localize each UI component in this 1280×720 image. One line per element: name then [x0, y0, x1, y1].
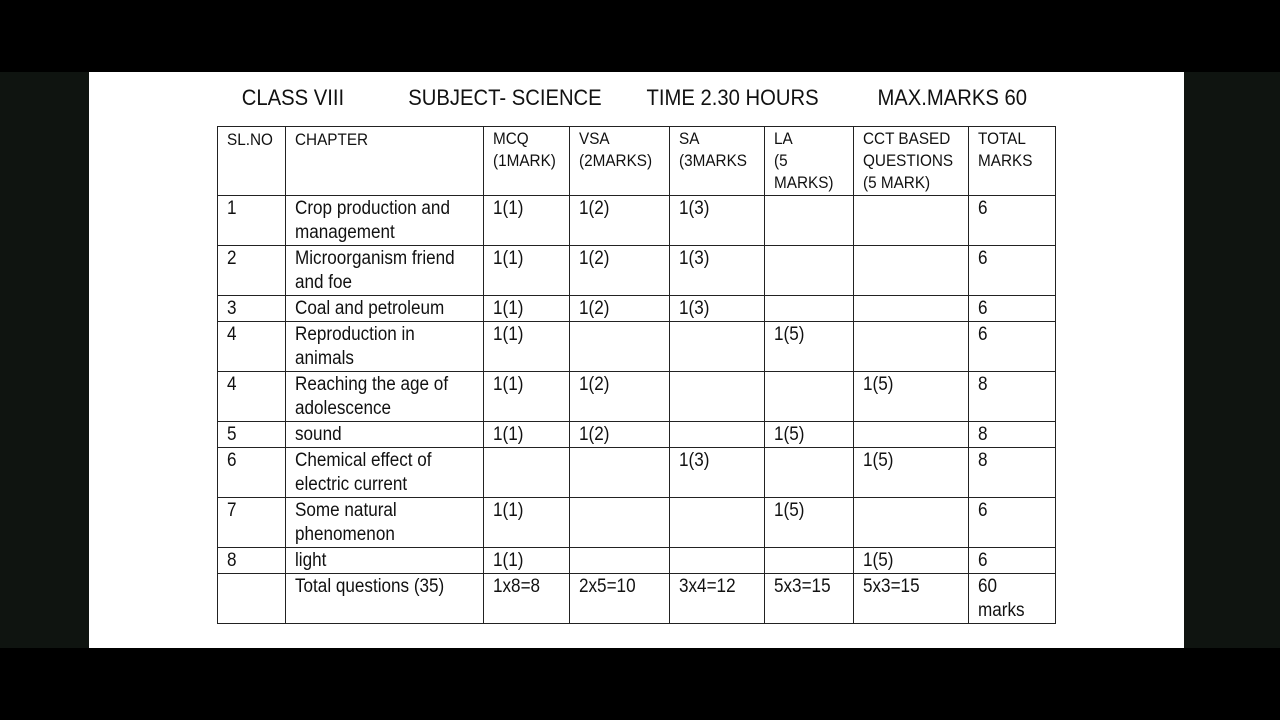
table-cell: [969, 246, 1056, 296]
cell-text: 6: [978, 550, 988, 571]
table-cell: [286, 246, 484, 296]
cell-text: 1x8=8: [493, 576, 541, 597]
cell-text: 1(1): [493, 324, 524, 345]
right-border: [1184, 72, 1280, 648]
table-cell: [765, 296, 854, 322]
cell-text: 5x3=15: [863, 576, 920, 597]
table-cell: [218, 372, 286, 422]
table-cell: [484, 548, 570, 574]
column-header: [765, 127, 854, 196]
table-cell: [854, 196, 969, 246]
cell-text: 6: [978, 198, 988, 219]
table-cell: [286, 196, 484, 246]
table-cell: [765, 196, 854, 246]
column-header-text: TOTAL MARKS: [978, 129, 1033, 170]
blueprint-table: [217, 126, 1056, 624]
table-cell: [570, 296, 670, 322]
cell-text: 1(5): [863, 550, 894, 571]
table-cell: [670, 448, 765, 498]
cell-text: 1(5): [863, 450, 894, 471]
table-cell: [969, 498, 1056, 548]
table-cell: [670, 548, 765, 574]
table-cell: [570, 372, 670, 422]
table-cell: [765, 422, 854, 448]
cell-text: Coal and petroleum: [295, 298, 445, 319]
table-cell: [286, 574, 484, 624]
cell-text: 2: [227, 248, 237, 269]
max-marks-label: MAX.MARKS 60: [877, 85, 1028, 110]
table-cell: [854, 548, 969, 574]
table-cell: [570, 246, 670, 296]
table-cell: [670, 574, 765, 624]
table-cell: [854, 448, 969, 498]
table-cell: [969, 548, 1056, 574]
column-header: [969, 127, 1056, 196]
table-cell: [765, 548, 854, 574]
table-cell: [218, 574, 286, 624]
column-header: [570, 127, 670, 196]
table-cell: [570, 322, 670, 372]
table-cell: [286, 322, 484, 372]
cell-text: 1(1): [493, 500, 524, 521]
cell-text: light: [295, 550, 327, 571]
table-cell: [765, 574, 854, 624]
cell-text: 1(1): [493, 248, 524, 269]
exam-header: [89, 85, 1096, 111]
cell-text: 4: [227, 374, 237, 395]
cell-text: 4: [227, 324, 237, 345]
table-cell: [670, 196, 765, 246]
cell-text: Reaching the age of adolescence: [295, 374, 449, 419]
cell-text: 1(5): [774, 500, 805, 521]
time-label: TIME 2.30 HOURS: [646, 85, 819, 110]
cell-text: 6: [978, 298, 988, 319]
cell-text: 1(1): [493, 298, 524, 319]
table-row: [218, 246, 1056, 296]
table-cell: [218, 448, 286, 498]
table-row: [218, 372, 1056, 422]
table-cell: [484, 498, 570, 548]
table-cell: [854, 246, 969, 296]
cell-text: 1(2): [579, 248, 610, 269]
cell-text: Total questions (35): [295, 576, 445, 597]
column-header-text: CHAPTER: [295, 130, 369, 149]
table-row: [218, 548, 1056, 574]
table-cell: [484, 322, 570, 372]
table-cell: [969, 574, 1056, 624]
cell-text: 1(3): [679, 298, 710, 319]
table-cell: [218, 196, 286, 246]
table-cell: [286, 296, 484, 322]
table-cell: [854, 322, 969, 372]
table-cell: [670, 498, 765, 548]
table-row: [218, 322, 1056, 372]
table-cell: [484, 246, 570, 296]
table-row: [218, 296, 1056, 322]
total-row: [218, 574, 1056, 624]
table-cell: [484, 448, 570, 498]
table-cell: [570, 548, 670, 574]
table-cell: [854, 498, 969, 548]
table-cell: [484, 372, 570, 422]
table-cell: [484, 296, 570, 322]
table-cell: [218, 498, 286, 548]
table-cell: [969, 422, 1056, 448]
table-cell: [218, 296, 286, 322]
table-cell: [218, 322, 286, 372]
table-cell: [854, 422, 969, 448]
table-row: [218, 448, 1056, 498]
table-cell: [286, 498, 484, 548]
table-cell: [969, 196, 1056, 246]
cell-text: 1(5): [863, 374, 894, 395]
document-page: [89, 72, 1184, 648]
column-header-text: CCT BASED QUESTIONS (5 MARK): [863, 129, 954, 192]
table-cell: [854, 296, 969, 322]
table-cell: [670, 422, 765, 448]
cell-text: 7: [227, 500, 237, 521]
column-header-text: LA (5 MARKS): [774, 129, 834, 192]
cell-text: 1(1): [493, 424, 524, 445]
subject-label: SUBJECT- SCIENCE: [408, 85, 602, 110]
cell-text: 1(2): [579, 298, 610, 319]
cell-text: 1(1): [493, 550, 524, 571]
class-label: CLASS VIII: [241, 85, 345, 110]
column-header: [484, 127, 570, 196]
table-cell: [854, 574, 969, 624]
table-cell: [969, 372, 1056, 422]
table-cell: [969, 322, 1056, 372]
cell-text: 60 marks: [978, 576, 1025, 621]
column-header: [286, 127, 484, 196]
column-header-text: VSA (2MARKS): [579, 129, 653, 170]
cell-text: 6: [978, 248, 988, 269]
table-cell: [969, 448, 1056, 498]
cell-text: Crop production and management: [295, 198, 450, 243]
column-header-text: SA (3MARKS: [679, 129, 748, 170]
table-cell: [286, 548, 484, 574]
cell-text: Chemical effect of electric current: [295, 450, 432, 495]
cell-text: 1(2): [579, 374, 610, 395]
cell-text: 3x4=12: [679, 576, 736, 597]
left-border: [0, 72, 89, 648]
table-cell: [570, 574, 670, 624]
table-cell: [765, 246, 854, 296]
table-cell: [218, 246, 286, 296]
cell-text: 1(1): [493, 374, 524, 395]
table-header-row: [218, 127, 1056, 196]
cell-text: 8: [978, 424, 988, 445]
column-header-text: SL.NO: [227, 130, 273, 149]
cell-text: 2x5=10: [579, 576, 636, 597]
cell-text: 6: [227, 450, 237, 471]
table-cell: [286, 422, 484, 448]
cell-text: 1: [227, 198, 237, 219]
cell-text: Some natural phenomenon: [295, 500, 397, 545]
table-cell: [570, 448, 670, 498]
cell-text: 1(5): [774, 424, 805, 445]
cell-text: 8: [227, 550, 237, 571]
cell-text: 1(5): [774, 324, 805, 345]
table-cell: [570, 498, 670, 548]
cell-text: 1(3): [679, 450, 710, 471]
table-cell: [570, 196, 670, 246]
table-cell: [670, 322, 765, 372]
table-cell: [969, 296, 1056, 322]
table-cell: [670, 296, 765, 322]
cell-text: sound: [295, 424, 342, 445]
column-header: [670, 127, 765, 196]
table-row: [218, 498, 1056, 548]
table-cell: [218, 422, 286, 448]
cell-text: 8: [978, 450, 988, 471]
table-cell: [218, 548, 286, 574]
table-cell: [670, 246, 765, 296]
table-row: [218, 196, 1056, 246]
table-cell: [765, 372, 854, 422]
table-cell: [765, 448, 854, 498]
cell-text: 5x3=15: [774, 576, 831, 597]
table-cell: [484, 574, 570, 624]
table-cell: [765, 498, 854, 548]
cell-text: 1(2): [579, 424, 610, 445]
table-cell: [570, 422, 670, 448]
cell-text: 1(2): [579, 198, 610, 219]
table-cell: [286, 448, 484, 498]
cell-text: 1(3): [679, 248, 710, 269]
table-row: [218, 422, 1056, 448]
table-cell: [484, 196, 570, 246]
cell-text: 1(3): [679, 198, 710, 219]
cell-text: 1(1): [493, 198, 524, 219]
table-cell: [670, 372, 765, 422]
cell-text: 8: [978, 374, 988, 395]
table-cell: [854, 372, 969, 422]
table-cell: [484, 422, 570, 448]
column-header: [854, 127, 969, 196]
cell-text: 6: [978, 500, 988, 521]
cell-text: 5: [227, 424, 237, 445]
column-header: [218, 127, 286, 196]
table-cell: [286, 372, 484, 422]
cell-text: 3: [227, 298, 237, 319]
column-header-text: MCQ (1MARK): [493, 129, 556, 170]
cell-text: Microorganism friend and foe: [295, 248, 455, 293]
cell-text: 6: [978, 324, 988, 345]
table-cell: [765, 322, 854, 372]
cell-text: Reproduction in animals: [295, 324, 415, 369]
